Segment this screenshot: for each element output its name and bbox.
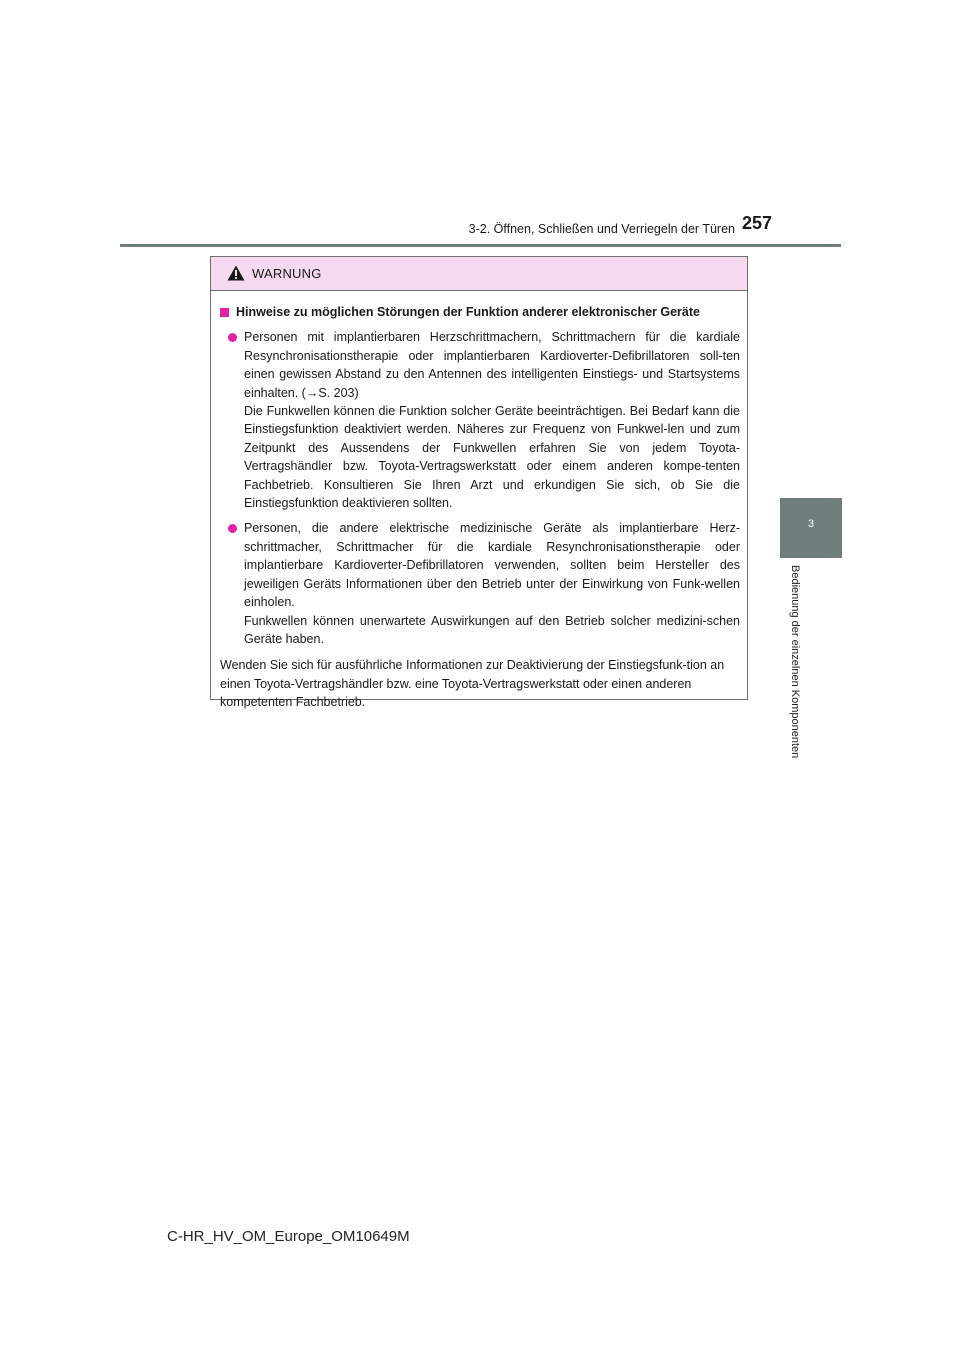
warning-subheading-text: Hinweise zu möglichen Störungen der Funktion anderer elektronischer Geräte xyxy=(236,305,700,319)
chapter-tab xyxy=(780,498,842,558)
chapter-tab-number: 3 xyxy=(807,518,815,530)
list-item-text xyxy=(244,519,740,648)
warning-triangle-icon xyxy=(227,265,245,281)
section-title: 3-2. Öffnen, Schließen und Verriegeln der Türen xyxy=(468,222,735,236)
square-bullet-icon xyxy=(220,308,229,317)
list-item-text xyxy=(244,328,740,512)
list-item-paragraph: Funkwellen können unerwartete Auswirkungen auf den Betrieb solcher medizini-schen Geräte haben. xyxy=(244,613,740,646)
list-item-paragraph: Personen, die andere elektrische medizinische Geräte als implantierbare Herz-schrittmacher, Schrittmacher für die kardiale Resynchronisationstherapie oder implantierbare Kardioverter-Defibrillatoren verwenden, sollten beim Hersteller des jeweiligen Geräts Informationen über den Betrieb unter der Einwirkung von Funk-wellen einholen. xyxy=(244,521,740,610)
list-item xyxy=(220,519,740,648)
warning-header xyxy=(211,257,747,291)
circle-bullet-icon xyxy=(228,524,237,533)
warning-body xyxy=(211,291,747,712)
warning-subheading xyxy=(220,303,740,321)
warning-closing-text: Wenden Sie sich für ausführliche Informationen zur Deaktivierung der Einstiegsfunk-tion an einen Toyota-Vertragshändler bzw. eine Toyota-Vertragswerkstatt oder einen anderen kompetenten Fachbetrieb. xyxy=(220,658,725,710)
header-rule xyxy=(120,244,841,247)
list-item-paragraph: Personen mit implantierbaren Herzschrittmachern, Schrittmachern für die kardiale Resynchronisationstherapie oder implantierbaren Kardioverter-Defibrillatoren soll-ten einen gewissen Abstand zu den Antennen des intelligenten Einstiegs- und Startsystems einhalten. (→S. 203) xyxy=(244,330,740,400)
warning-title: WARNUNG xyxy=(252,266,322,281)
warning-box xyxy=(210,256,748,710)
chapter-label: Bedienung der einzelnen Komponenten xyxy=(789,565,801,759)
footer-document-code: C-HR_HV_OM_Europe_OM10649M xyxy=(167,1228,410,1245)
page-number: 257 xyxy=(742,213,773,233)
circle-bullet-icon xyxy=(228,333,237,342)
list-item xyxy=(220,328,740,512)
list-item-paragraph: Die Funkwellen können die Funktion solcher Geräte beeinträchtigen. Bei Bedarf kann die Einstiegsfunktion deaktiviert werden. Näheres zur Frequenz von Funkwel-len und zum Zeitpunkt des Aussendens der Funkwellen erfahren Sie von jedem Toyota-Vertragshändler bzw. Toyota-Vertragswerkstatt oder einem anderen kompe-tenten Fachbetrieb. Konsultieren Sie Ihren Arzt und erkundigen Sie sich, ob Sie die Einstiegsfunktion deaktivieren sollten. xyxy=(244,404,740,511)
